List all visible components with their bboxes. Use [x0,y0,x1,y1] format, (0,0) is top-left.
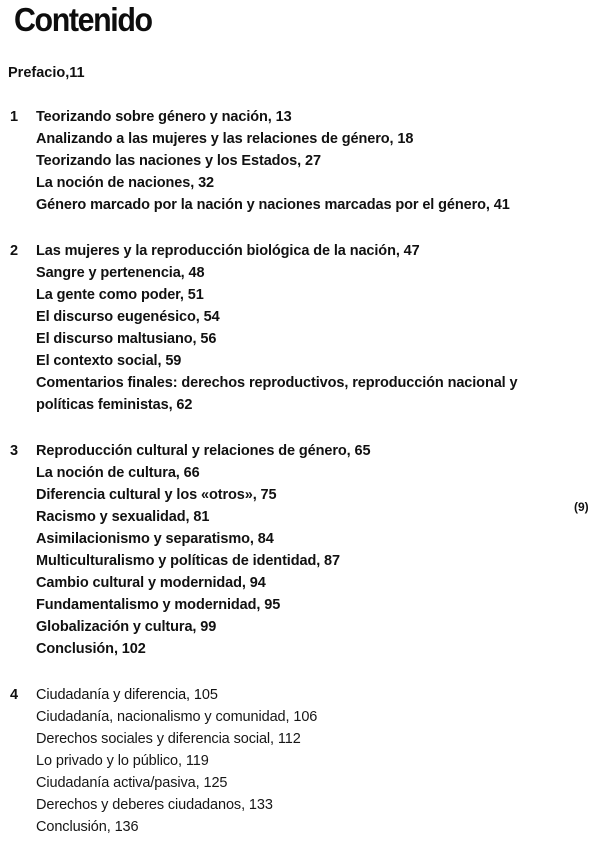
toc-entry[interactable]: Ciudadanía, nacionalismo y comunidad, 106 [36,709,318,725]
page-folio: (9) [574,500,589,514]
chapter-entries [36,684,592,838]
chapter-number: 2 [10,243,19,259]
toc-entry-continued[interactable]: políticas feministas, 62 [36,397,193,413]
toc-entry[interactable]: Conclusión, 102 [36,641,146,657]
toc-entry[interactable]: Multiculturalismo y políticas de identidad, 87 [36,553,340,569]
toc-entry[interactable]: Diferencia cultural y los «otros», 75 [36,487,277,503]
chapter-entries [36,106,592,216]
toc-preface-entry[interactable]: Prefacio,11 [8,65,85,81]
toc-entry[interactable]: Fundamentalismo y modernidad, 95 [36,597,281,613]
toc-entry[interactable]: Analizando a las mujeres y las relaciones de género, 18 [36,131,414,147]
chapter-title[interactable]: Teorizando sobre género y nación, 13 [36,109,292,125]
chapter-title[interactable]: Ciudadanía y diferencia, 105 [36,687,218,703]
toc-entry[interactable]: Ciudadanía activa/pasiva, 125 [36,775,228,791]
toc-entry[interactable]: Sangre y pertenencia, 48 [36,265,205,281]
toc-entry[interactable]: Género marcado por la nación y naciones marcadas por el género, 41 [36,197,510,213]
chapter-title[interactable]: Reproducción cultural y relaciones de género, 65 [36,443,371,459]
toc-entry[interactable]: Comentarios finales: derechos reproductivos, reproducción nacional y [36,375,518,391]
chapter-entries [36,440,592,660]
toc-entry[interactable]: La noción de cultura, 66 [36,465,200,481]
toc-entry[interactable]: Derechos y deberes ciudadanos, 133 [36,797,273,813]
page-title: Contenido [14,1,152,38]
toc-entry[interactable]: Derechos sociales y diferencia social, 112 [36,731,301,747]
toc-entry[interactable]: El discurso eugenésico, 54 [36,309,220,325]
chapter-entries [36,240,592,416]
toc-entry[interactable]: El contexto social, 59 [36,353,182,369]
toc-entry[interactable]: El discurso maltusiano, 56 [36,331,217,347]
toc-entry[interactable]: Globalización y cultura, 99 [36,619,217,635]
toc-entry[interactable]: Conclusión, 136 [36,819,139,835]
toc-entry[interactable]: La gente como poder, 51 [36,287,204,303]
chapter-number: 4 [10,687,19,703]
toc-entry[interactable]: Cambio cultural y modernidad, 94 [36,575,266,591]
toc-entry[interactable]: Racismo y sexualidad, 81 [36,509,210,525]
toc-entry[interactable]: La noción de naciones, 32 [36,175,214,191]
chapter-title[interactable]: Las mujeres y la reproducción biológica de la nación, 47 [36,243,420,259]
chapter-number: 3 [10,443,19,459]
toc-entry[interactable]: Lo privado y lo público, 119 [36,753,209,769]
toc-entry[interactable]: Teorizando las naciones y los Estados, 27 [36,153,321,169]
toc-entry[interactable]: Asimilacionismo y separatismo, 84 [36,531,274,547]
chapter-number: 1 [10,109,19,125]
